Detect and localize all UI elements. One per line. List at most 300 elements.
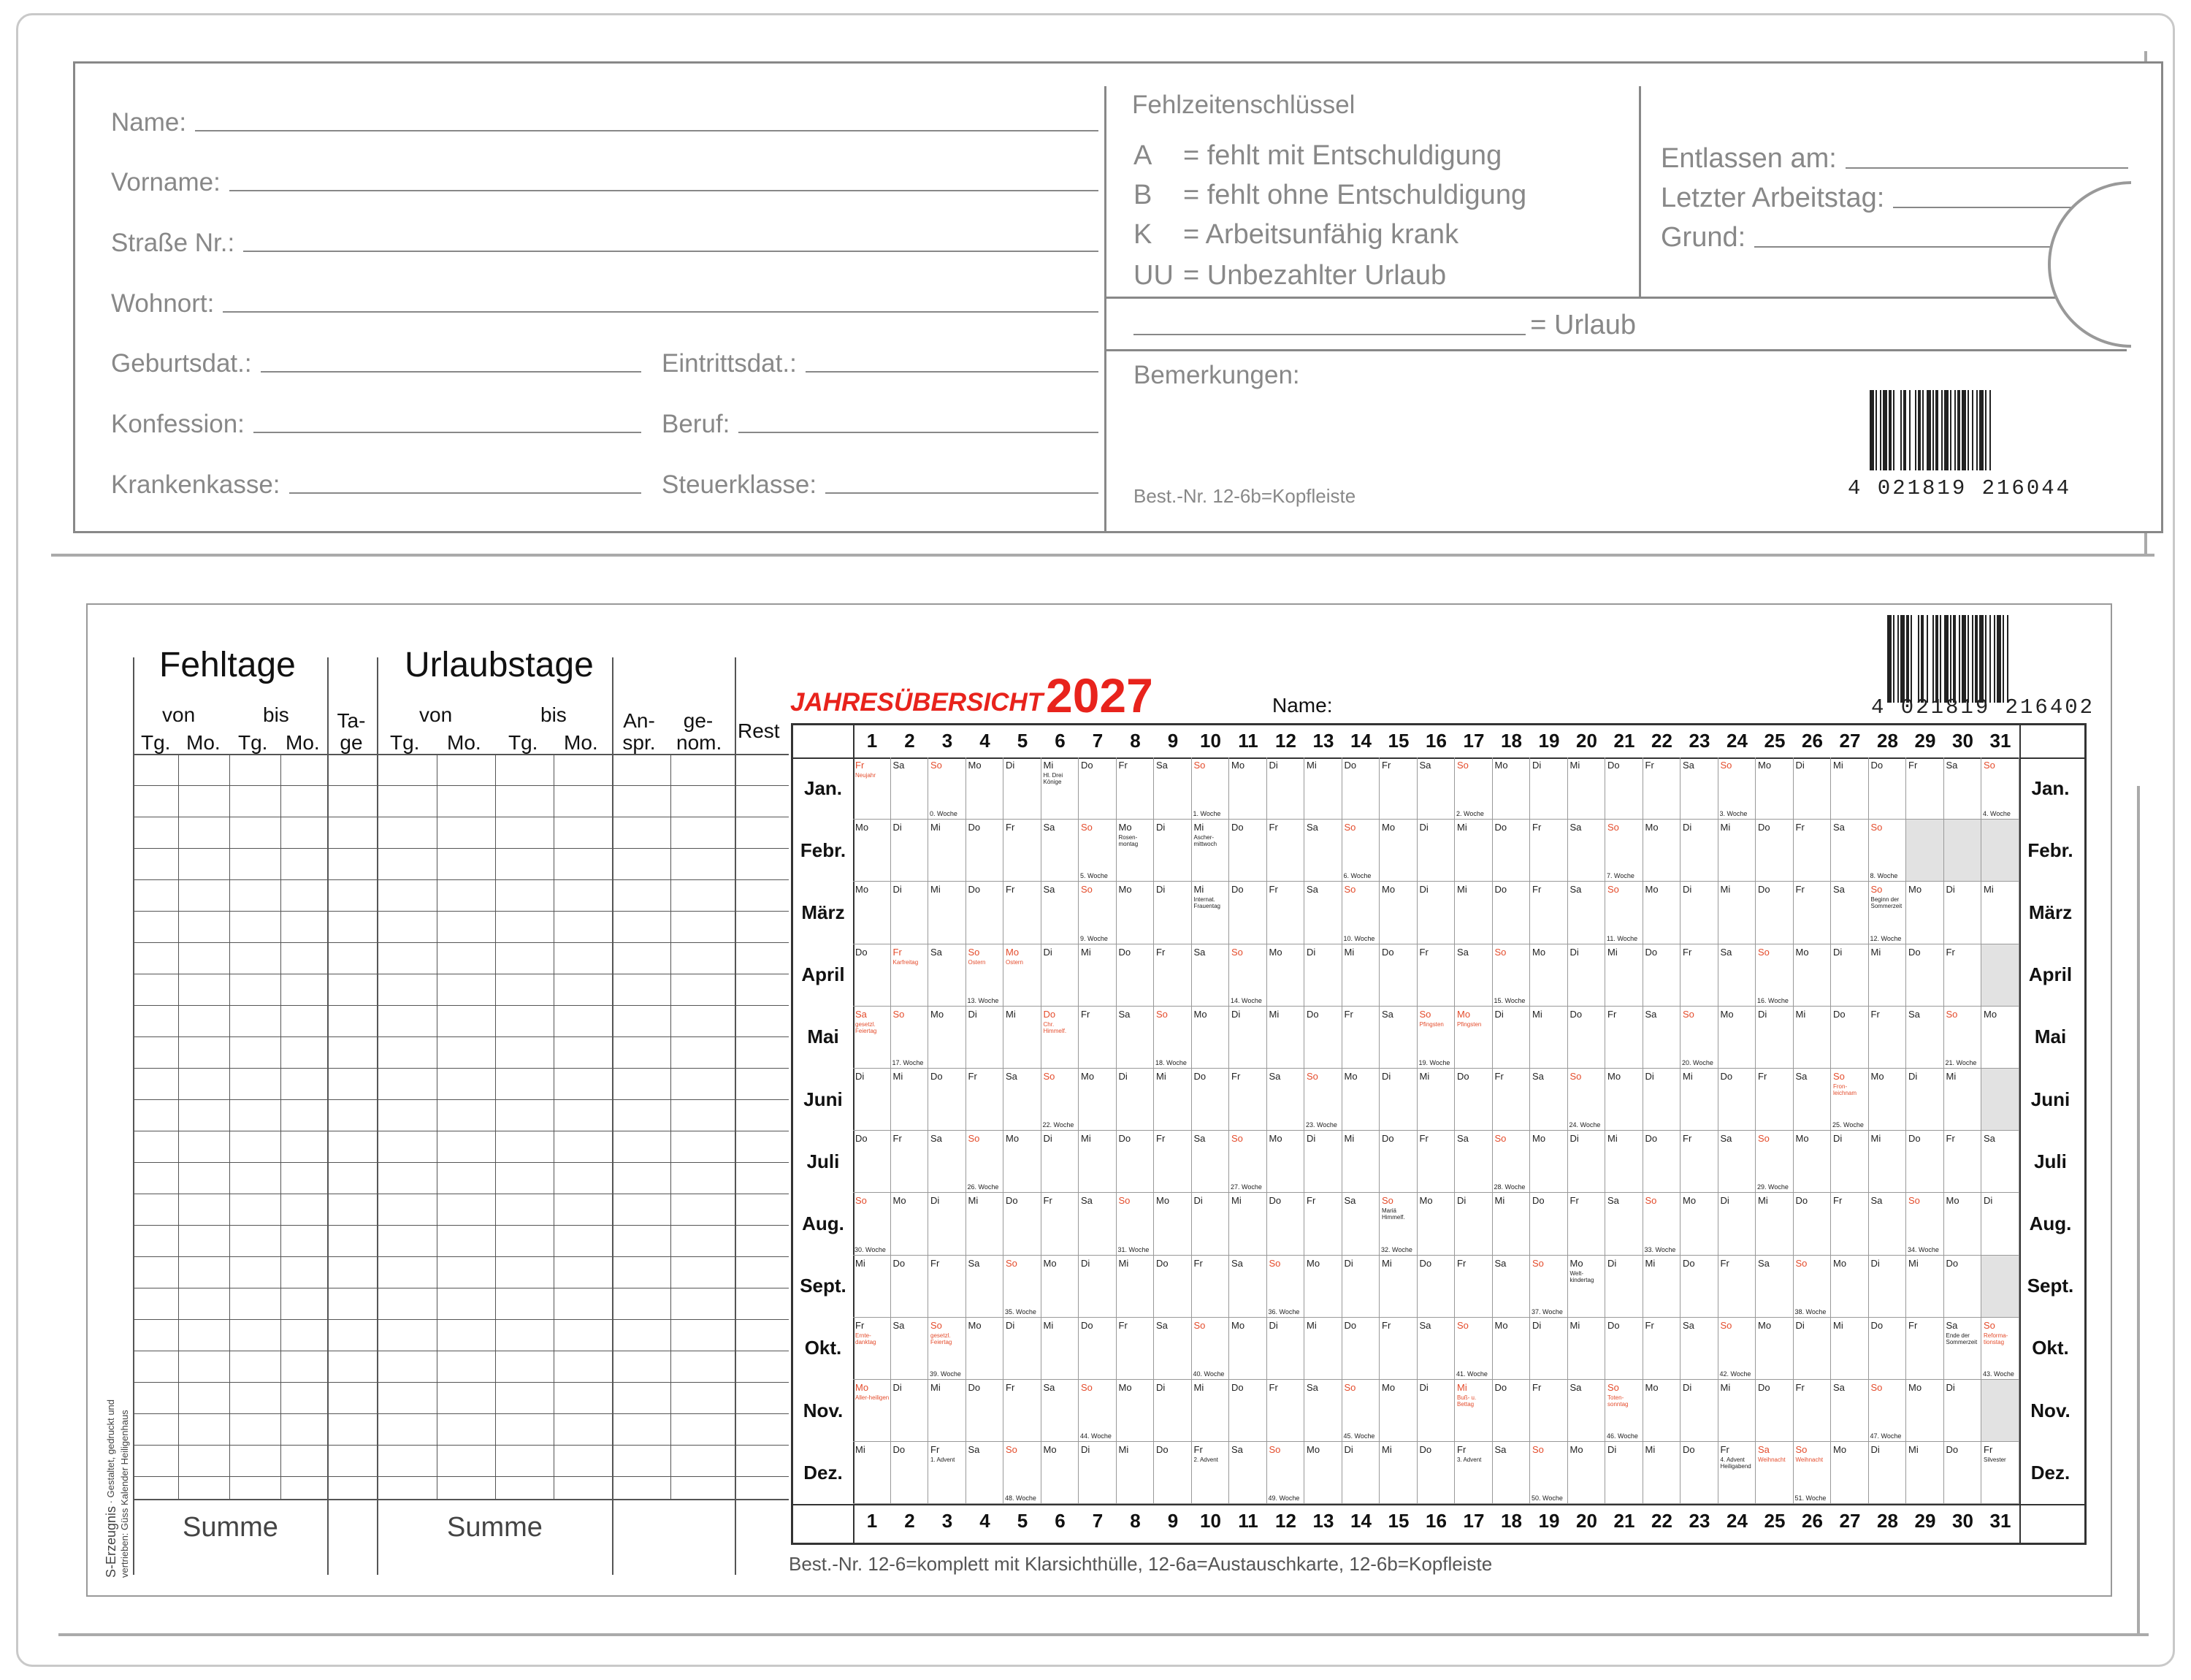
day-cell[interactable] bbox=[966, 1131, 1004, 1193]
day-cell[interactable] bbox=[1605, 1131, 1643, 1193]
day-cell[interactable] bbox=[1304, 944, 1342, 1007]
day-cell[interactable] bbox=[1455, 1442, 1493, 1504]
field-beruf[interactable] bbox=[662, 410, 1098, 439]
day-cell[interactable] bbox=[1643, 882, 1681, 944]
day-cell[interactable] bbox=[1756, 757, 1794, 820]
day-cell[interactable] bbox=[1418, 944, 1456, 1007]
day-cell[interactable] bbox=[1493, 1193, 1531, 1255]
day-cell[interactable] bbox=[1568, 820, 1606, 882]
day-cell[interactable] bbox=[1831, 944, 1869, 1007]
day-cell[interactable] bbox=[1304, 1256, 1342, 1318]
day-cell[interactable] bbox=[1906, 1069, 1944, 1131]
day-cell[interactable] bbox=[1605, 882, 1643, 944]
day-cell[interactable] bbox=[966, 1442, 1004, 1504]
day-cell[interactable] bbox=[1304, 1193, 1342, 1255]
field-entlassen[interactable] bbox=[1661, 143, 2128, 175]
day-cell[interactable] bbox=[966, 1256, 1004, 1318]
day-cell[interactable] bbox=[1342, 820, 1380, 882]
day-cell[interactable] bbox=[1869, 1380, 1907, 1442]
day-cell[interactable] bbox=[1944, 882, 1982, 944]
day-cell[interactable] bbox=[1418, 882, 1456, 944]
day-cell[interactable] bbox=[1455, 1318, 1493, 1380]
day-cell[interactable] bbox=[1643, 820, 1681, 882]
day-cell[interactable] bbox=[1418, 1193, 1456, 1255]
day-cell[interactable] bbox=[891, 1007, 929, 1069]
day-cell[interactable] bbox=[1380, 820, 1418, 882]
day-cell[interactable] bbox=[1530, 1318, 1568, 1380]
day-cell[interactable] bbox=[1455, 1193, 1493, 1255]
day-cell[interactable] bbox=[1342, 882, 1380, 944]
day-cell[interactable] bbox=[1117, 1256, 1155, 1318]
day-cell[interactable] bbox=[1154, 1069, 1192, 1131]
day-cell[interactable] bbox=[1718, 1193, 1756, 1255]
day-cell[interactable] bbox=[1003, 1442, 1041, 1504]
day-cell[interactable] bbox=[1041, 1007, 1079, 1069]
field-wohnort[interactable] bbox=[111, 289, 1098, 318]
day-cell[interactable] bbox=[1267, 1318, 1305, 1380]
day-cell[interactable] bbox=[1794, 757, 1832, 820]
day-cell[interactable] bbox=[1304, 757, 1342, 820]
day-cell[interactable] bbox=[1869, 944, 1907, 1007]
day-cell[interactable] bbox=[1680, 1131, 1718, 1193]
day-cell[interactable] bbox=[1003, 944, 1041, 1007]
day-cell[interactable] bbox=[1304, 1380, 1342, 1442]
day-cell[interactable] bbox=[1342, 1442, 1380, 1504]
day-cell[interactable] bbox=[1944, 944, 1982, 1007]
day-cell[interactable] bbox=[1117, 1007, 1155, 1069]
day-cell[interactable] bbox=[1718, 820, 1756, 882]
day-cell[interactable] bbox=[1192, 1442, 1230, 1504]
day-cell[interactable] bbox=[1342, 1193, 1380, 1255]
day-cell[interactable] bbox=[928, 757, 966, 820]
day-cell[interactable] bbox=[1605, 1007, 1643, 1069]
day-cell[interactable] bbox=[1342, 1318, 1380, 1380]
day-cell[interactable] bbox=[1906, 882, 1944, 944]
day-cell[interactable] bbox=[1944, 1007, 1982, 1069]
day-cell[interactable] bbox=[1079, 1007, 1117, 1069]
day-cell[interactable] bbox=[1418, 1442, 1456, 1504]
day-cell[interactable] bbox=[1154, 1007, 1192, 1069]
day-cell[interactable] bbox=[1154, 1193, 1192, 1255]
day-cell[interactable] bbox=[1680, 1193, 1718, 1255]
day-cell[interactable] bbox=[928, 1318, 966, 1380]
day-cell[interactable] bbox=[1267, 1256, 1305, 1318]
day-cell[interactable] bbox=[1530, 1380, 1568, 1442]
day-cell[interactable] bbox=[966, 1193, 1004, 1255]
day-cell[interactable] bbox=[1041, 1069, 1079, 1131]
day-cell[interactable] bbox=[1680, 882, 1718, 944]
day-cell[interactable] bbox=[1455, 1256, 1493, 1318]
day-cell[interactable] bbox=[1003, 882, 1041, 944]
day-cell[interactable] bbox=[928, 1380, 966, 1442]
day-cell[interactable] bbox=[1229, 757, 1267, 820]
day-cell[interactable] bbox=[1869, 882, 1907, 944]
day-cell[interactable] bbox=[1944, 1256, 1982, 1318]
day-cell[interactable] bbox=[1530, 1193, 1568, 1255]
day-cell[interactable] bbox=[1794, 1131, 1832, 1193]
day-cell[interactable] bbox=[1643, 944, 1681, 1007]
day-cell[interactable] bbox=[1418, 1069, 1456, 1131]
day-cell[interactable] bbox=[1455, 820, 1493, 882]
day-cell[interactable] bbox=[1041, 1380, 1079, 1442]
day-cell[interactable] bbox=[1680, 1069, 1718, 1131]
day-cell[interactable] bbox=[1906, 757, 1944, 820]
day-cell[interactable] bbox=[1756, 1131, 1794, 1193]
day-cell[interactable] bbox=[1418, 1256, 1456, 1318]
day-cell[interactable] bbox=[1756, 882, 1794, 944]
day-cell[interactable] bbox=[891, 1380, 929, 1442]
day-cell[interactable] bbox=[1530, 1069, 1568, 1131]
day-cell[interactable] bbox=[1530, 1256, 1568, 1318]
day-cell[interactable] bbox=[1493, 757, 1531, 820]
day-cell[interactable] bbox=[928, 882, 966, 944]
field-strasse[interactable] bbox=[111, 229, 1098, 258]
day-cell[interactable] bbox=[1831, 1069, 1869, 1131]
day-cell[interactable] bbox=[1267, 1380, 1305, 1442]
day-cell[interactable] bbox=[1418, 757, 1456, 820]
day-cell[interactable] bbox=[966, 882, 1004, 944]
day-cell[interactable] bbox=[1794, 1007, 1832, 1069]
day-cell[interactable] bbox=[1530, 820, 1568, 882]
day-cell[interactable] bbox=[853, 1442, 891, 1504]
day-cell[interactable] bbox=[1680, 1007, 1718, 1069]
day-cell[interactable] bbox=[1605, 1069, 1643, 1131]
day-cell[interactable] bbox=[1493, 820, 1531, 882]
field-vorname[interactable] bbox=[111, 168, 1098, 197]
day-cell[interactable] bbox=[1192, 944, 1230, 1007]
day-cell[interactable] bbox=[1981, 882, 2019, 944]
day-cell[interactable] bbox=[1117, 882, 1155, 944]
day-cell[interactable] bbox=[1154, 1256, 1192, 1318]
day-cell[interactable] bbox=[1380, 1318, 1418, 1380]
day-cell[interactable] bbox=[1869, 1131, 1907, 1193]
day-cell[interactable] bbox=[1342, 1256, 1380, 1318]
day-cell[interactable] bbox=[1455, 1069, 1493, 1131]
day-cell[interactable] bbox=[928, 1256, 966, 1318]
day-cell[interactable] bbox=[1229, 1442, 1267, 1504]
day-cell[interactable] bbox=[891, 1069, 929, 1131]
day-cell[interactable] bbox=[1380, 882, 1418, 944]
day-cell[interactable] bbox=[891, 757, 929, 820]
day-cell[interactable] bbox=[1041, 757, 1079, 820]
day-cell[interactable] bbox=[1154, 1380, 1192, 1442]
day-cell[interactable] bbox=[1944, 1131, 1982, 1193]
day-cell[interactable] bbox=[1154, 820, 1192, 882]
day-cell[interactable] bbox=[1493, 1131, 1531, 1193]
day-cell[interactable] bbox=[1041, 882, 1079, 944]
day-cell[interactable] bbox=[1643, 1256, 1681, 1318]
day-cell[interactable] bbox=[1718, 1069, 1756, 1131]
field-steuerklasse[interactable] bbox=[662, 470, 1098, 500]
day-cell[interactable] bbox=[1229, 820, 1267, 882]
day-cell[interactable] bbox=[853, 820, 891, 882]
day-cell[interactable] bbox=[1944, 1442, 1982, 1504]
day-cell[interactable] bbox=[1079, 1069, 1117, 1131]
day-cell[interactable] bbox=[1944, 1318, 1982, 1380]
day-cell[interactable] bbox=[1117, 1380, 1155, 1442]
day-cell[interactable] bbox=[928, 1069, 966, 1131]
day-cell[interactable] bbox=[1342, 944, 1380, 1007]
day-cell[interactable] bbox=[1794, 1442, 1832, 1504]
day-cell[interactable] bbox=[1869, 757, 1907, 820]
field-konfession[interactable] bbox=[111, 410, 641, 439]
day-cell[interactable] bbox=[1455, 757, 1493, 820]
day-cell[interactable] bbox=[1418, 1318, 1456, 1380]
day-cell[interactable] bbox=[1869, 1442, 1907, 1504]
day-cell[interactable] bbox=[1267, 1069, 1305, 1131]
day-cell[interactable] bbox=[1831, 1193, 1869, 1255]
day-cell[interactable] bbox=[1756, 1069, 1794, 1131]
day-cell[interactable] bbox=[1831, 1380, 1869, 1442]
day-cell[interactable] bbox=[1831, 757, 1869, 820]
day-cell[interactable] bbox=[1079, 1318, 1117, 1380]
day-cell[interactable] bbox=[1605, 1256, 1643, 1318]
day-cell[interactable] bbox=[1003, 1318, 1041, 1380]
day-cell[interactable] bbox=[1756, 944, 1794, 1007]
day-cell[interactable] bbox=[1192, 1318, 1230, 1380]
day-cell[interactable] bbox=[1906, 1318, 1944, 1380]
day-cell[interactable] bbox=[853, 1007, 891, 1069]
day-cell[interactable] bbox=[1718, 882, 1756, 944]
day-cell[interactable] bbox=[1192, 820, 1230, 882]
day-cell[interactable] bbox=[1154, 944, 1192, 1007]
day-cell[interactable] bbox=[1418, 820, 1456, 882]
day-cell[interactable] bbox=[1304, 1442, 1342, 1504]
day-cell[interactable] bbox=[1605, 1380, 1643, 1442]
day-cell[interactable] bbox=[1794, 1318, 1832, 1380]
day-cell[interactable] bbox=[1493, 882, 1531, 944]
day-cell[interactable] bbox=[853, 882, 891, 944]
day-cell[interactable] bbox=[1605, 1193, 1643, 1255]
day-cell[interactable] bbox=[1267, 1007, 1305, 1069]
day-cell[interactable] bbox=[1718, 1442, 1756, 1504]
day-cell[interactable] bbox=[891, 1131, 929, 1193]
day-cell[interactable] bbox=[1718, 1318, 1756, 1380]
day-cell[interactable] bbox=[1229, 1256, 1267, 1318]
day-cell[interactable] bbox=[891, 944, 929, 1007]
day-cell[interactable] bbox=[1794, 820, 1832, 882]
day-cell[interactable] bbox=[1380, 1007, 1418, 1069]
day-cell[interactable] bbox=[1605, 1318, 1643, 1380]
day-cell[interactable] bbox=[1380, 1256, 1418, 1318]
day-cell[interactable] bbox=[1869, 1256, 1907, 1318]
day-cell[interactable] bbox=[928, 1442, 966, 1504]
day-cell[interactable] bbox=[966, 757, 1004, 820]
day-cell[interactable] bbox=[1530, 1442, 1568, 1504]
day-cell[interactable] bbox=[1718, 1256, 1756, 1318]
day-cell[interactable] bbox=[1079, 1193, 1117, 1255]
day-cell[interactable] bbox=[1568, 944, 1606, 1007]
day-cell[interactable] bbox=[1117, 757, 1155, 820]
day-cell[interactable] bbox=[928, 944, 966, 1007]
day-cell[interactable] bbox=[1831, 1131, 1869, 1193]
day-cell[interactable] bbox=[966, 1069, 1004, 1131]
day-cell[interactable] bbox=[1117, 1318, 1155, 1380]
day-cell[interactable] bbox=[1267, 1193, 1305, 1255]
day-cell[interactable] bbox=[1568, 757, 1606, 820]
day-cell[interactable] bbox=[1304, 820, 1342, 882]
day-cell[interactable] bbox=[1304, 882, 1342, 944]
day-cell[interactable] bbox=[1003, 1193, 1041, 1255]
day-cell[interactable] bbox=[1680, 1256, 1718, 1318]
day-cell[interactable] bbox=[1906, 944, 1944, 1007]
day-cell[interactable] bbox=[1229, 1318, 1267, 1380]
day-cell[interactable] bbox=[891, 1256, 929, 1318]
day-cell[interactable] bbox=[1117, 1131, 1155, 1193]
calendar-name-label[interactable]: Name: bbox=[1272, 694, 1333, 717]
day-cell[interactable] bbox=[1380, 757, 1418, 820]
day-cell[interactable] bbox=[1756, 1193, 1794, 1255]
day-cell[interactable] bbox=[1455, 1131, 1493, 1193]
day-cell[interactable] bbox=[966, 1380, 1004, 1442]
day-cell[interactable] bbox=[1568, 1442, 1606, 1504]
day-cell[interactable] bbox=[1342, 1131, 1380, 1193]
day-cell[interactable] bbox=[1680, 1318, 1718, 1380]
day-cell[interactable] bbox=[1493, 1069, 1531, 1131]
day-cell[interactable] bbox=[1079, 1442, 1117, 1504]
day-cell[interactable] bbox=[928, 1007, 966, 1069]
day-cell[interactable] bbox=[1192, 1256, 1230, 1318]
day-cell[interactable] bbox=[1117, 1069, 1155, 1131]
day-cell[interactable] bbox=[1380, 1193, 1418, 1255]
day-cell[interactable] bbox=[1493, 1380, 1531, 1442]
field-krankenkasse[interactable] bbox=[111, 470, 641, 500]
day-cell[interactable] bbox=[1643, 1318, 1681, 1380]
day-cell[interactable] bbox=[1003, 1256, 1041, 1318]
day-cell[interactable] bbox=[1568, 1380, 1606, 1442]
day-cell[interactable] bbox=[966, 1318, 1004, 1380]
day-cell[interactable] bbox=[1380, 1380, 1418, 1442]
day-cell[interactable] bbox=[1229, 882, 1267, 944]
day-cell[interactable] bbox=[1568, 1131, 1606, 1193]
day-cell[interactable] bbox=[966, 944, 1004, 1007]
day-cell[interactable] bbox=[853, 1069, 891, 1131]
day-cell[interactable] bbox=[853, 1131, 891, 1193]
day-cell[interactable] bbox=[1831, 820, 1869, 882]
day-cell[interactable] bbox=[1117, 944, 1155, 1007]
day-cell[interactable] bbox=[1154, 1318, 1192, 1380]
day-cell[interactable] bbox=[1568, 1069, 1606, 1131]
day-cell[interactable] bbox=[1493, 1007, 1531, 1069]
day-cell[interactable] bbox=[1455, 944, 1493, 1007]
day-cell[interactable] bbox=[1981, 1318, 2019, 1380]
day-cell[interactable] bbox=[1079, 820, 1117, 882]
day-cell[interactable] bbox=[1568, 1318, 1606, 1380]
day-cell[interactable] bbox=[1643, 1380, 1681, 1442]
day-cell[interactable] bbox=[1003, 1007, 1041, 1069]
day-cell[interactable] bbox=[1831, 1256, 1869, 1318]
day-cell[interactable] bbox=[1794, 944, 1832, 1007]
day-cell[interactable] bbox=[1229, 1380, 1267, 1442]
day-cell[interactable] bbox=[1981, 1442, 2019, 1504]
day-cell[interactable] bbox=[1192, 757, 1230, 820]
day-cell[interactable] bbox=[1906, 1193, 1944, 1255]
day-cell[interactable] bbox=[1643, 1007, 1681, 1069]
day-cell[interactable] bbox=[1530, 1007, 1568, 1069]
day-cell[interactable] bbox=[1643, 757, 1681, 820]
day-cell[interactable] bbox=[1455, 1007, 1493, 1069]
day-cell[interactable] bbox=[1530, 882, 1568, 944]
field-urlaub[interactable] bbox=[1133, 310, 1645, 341]
day-cell[interactable] bbox=[891, 1193, 929, 1255]
day-cell[interactable] bbox=[1267, 1442, 1305, 1504]
day-cell[interactable] bbox=[1342, 1069, 1380, 1131]
day-cell[interactable] bbox=[1342, 1007, 1380, 1069]
day-cell[interactable] bbox=[1192, 1007, 1230, 1069]
day-cell[interactable] bbox=[1680, 1380, 1718, 1442]
day-cell[interactable] bbox=[966, 1007, 1004, 1069]
field-geburtsdatum[interactable] bbox=[111, 349, 641, 378]
day-cell[interactable] bbox=[1117, 820, 1155, 882]
day-cell[interactable] bbox=[1117, 1442, 1155, 1504]
day-cell[interactable] bbox=[1530, 944, 1568, 1007]
day-cell[interactable] bbox=[891, 820, 929, 882]
day-cell[interactable] bbox=[1418, 1131, 1456, 1193]
day-cell[interactable] bbox=[1154, 1442, 1192, 1504]
day-cell[interactable] bbox=[1192, 1380, 1230, 1442]
day-cell[interactable] bbox=[1981, 1131, 2019, 1193]
day-cell[interactable] bbox=[1718, 1131, 1756, 1193]
day-cell[interactable] bbox=[1229, 1007, 1267, 1069]
day-cell[interactable] bbox=[928, 1193, 966, 1255]
day-cell[interactable] bbox=[1605, 757, 1643, 820]
day-cell[interactable] bbox=[1718, 757, 1756, 820]
day-cell[interactable] bbox=[853, 944, 891, 1007]
day-cell[interactable] bbox=[1041, 1318, 1079, 1380]
day-cell[interactable] bbox=[1906, 1256, 1944, 1318]
day-cell[interactable] bbox=[1756, 1442, 1794, 1504]
day-cell[interactable] bbox=[1568, 1193, 1606, 1255]
day-cell[interactable] bbox=[1718, 1007, 1756, 1069]
day-cell[interactable] bbox=[1831, 1318, 1869, 1380]
day-cell[interactable] bbox=[1944, 1380, 1982, 1442]
day-cell[interactable] bbox=[1342, 1380, 1380, 1442]
day-cell[interactable] bbox=[928, 820, 966, 882]
day-cell[interactable] bbox=[1680, 1442, 1718, 1504]
day-cell[interactable] bbox=[1192, 1193, 1230, 1255]
day-cell[interactable] bbox=[1944, 1193, 1982, 1255]
day-cell[interactable] bbox=[1718, 944, 1756, 1007]
field-name[interactable] bbox=[111, 108, 1098, 137]
day-cell[interactable] bbox=[1041, 1256, 1079, 1318]
day-cell[interactable] bbox=[1756, 1318, 1794, 1380]
day-cell[interactable] bbox=[1869, 1007, 1907, 1069]
day-cell[interactable] bbox=[1229, 1069, 1267, 1131]
day-cell[interactable] bbox=[1493, 1318, 1531, 1380]
day-cell[interactable] bbox=[1568, 882, 1606, 944]
day-cell[interactable] bbox=[1643, 1131, 1681, 1193]
day-cell[interactable] bbox=[1041, 944, 1079, 1007]
day-cell[interactable] bbox=[1794, 882, 1832, 944]
day-cell[interactable] bbox=[1079, 1256, 1117, 1318]
day-cell[interactable] bbox=[1493, 944, 1531, 1007]
day-cell[interactable] bbox=[1794, 1193, 1832, 1255]
day-cell[interactable] bbox=[1568, 1007, 1606, 1069]
day-cell[interactable] bbox=[1003, 757, 1041, 820]
day-cell[interactable] bbox=[1041, 1193, 1079, 1255]
day-cell[interactable] bbox=[1380, 1131, 1418, 1193]
day-cell[interactable] bbox=[853, 757, 891, 820]
day-cell[interactable] bbox=[1831, 1442, 1869, 1504]
day-cell[interactable] bbox=[1455, 1380, 1493, 1442]
day-cell[interactable] bbox=[1079, 1131, 1117, 1193]
day-cell[interactable] bbox=[1003, 1131, 1041, 1193]
day-cell[interactable] bbox=[1079, 944, 1117, 1007]
day-cell[interactable] bbox=[853, 1318, 891, 1380]
day-cell[interactable] bbox=[966, 820, 1004, 882]
day-cell[interactable] bbox=[1568, 1256, 1606, 1318]
day-cell[interactable] bbox=[891, 1318, 929, 1380]
